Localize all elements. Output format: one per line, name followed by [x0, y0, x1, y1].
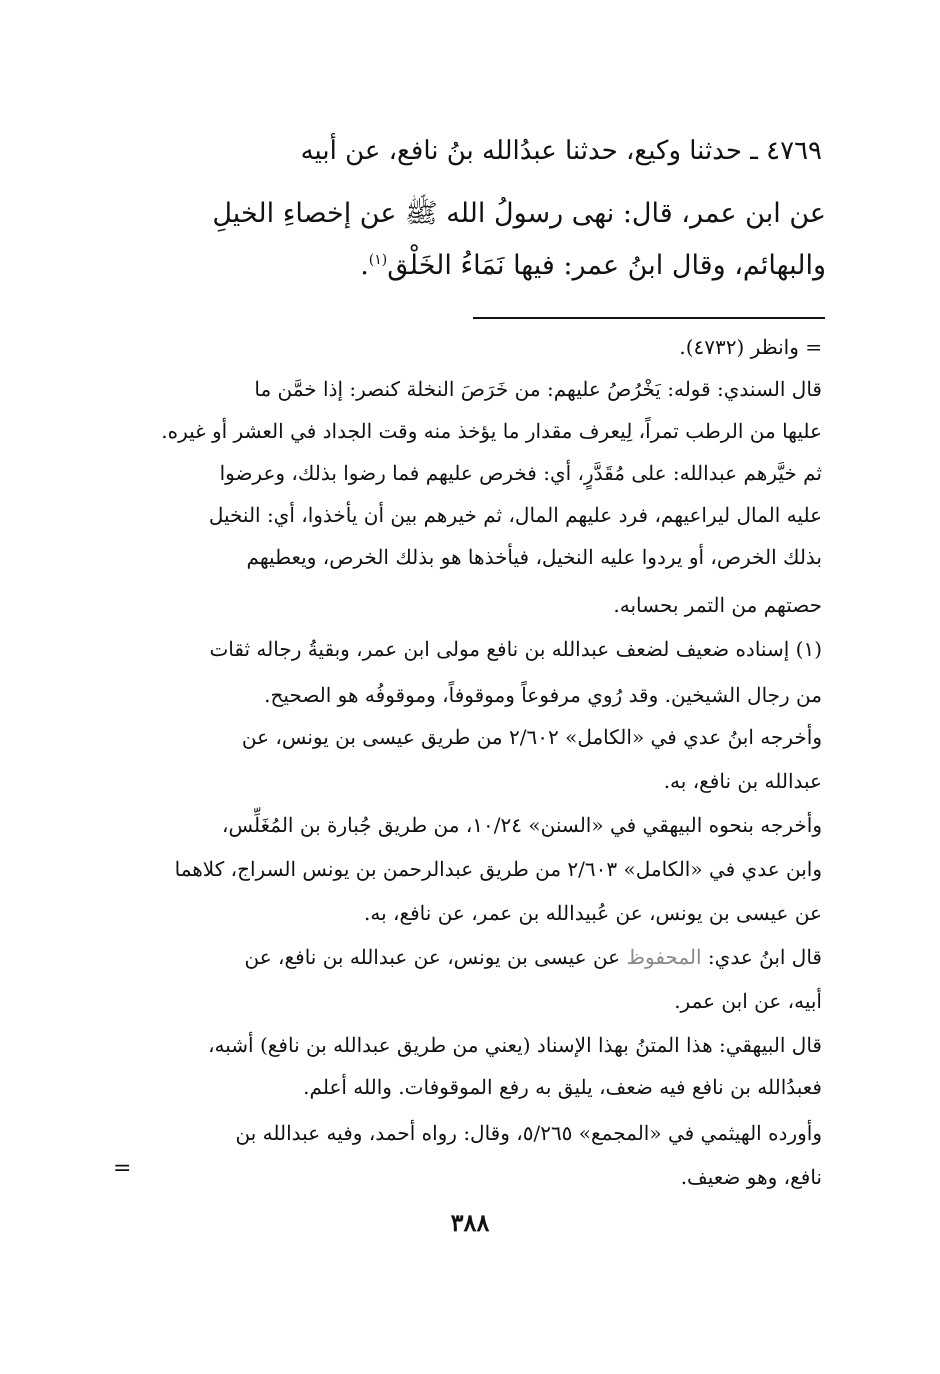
footnote-line-4: ثم خيَّرهم عبدالله: على مُقَدَّرٍ، أي: فخرص عليهم فما رضوا بذلك، وعرضوا — [219, 461, 822, 485]
continuation-mark: = — [113, 1156, 132, 1181]
hadith-line-3 — [360, 250, 826, 281]
footnote-line-8: (١) إسناده ضعيف لضعف عبدالله بن نافع مولى ابن عمر، وبقيةُ رجاله ثقات — [209, 637, 822, 661]
footnote-line-14: عن عيسى بن يونس، عن عُبيدالله بن عمر، عن نافع، به. — [364, 901, 822, 925]
footnote-line-2: قال السندي: قوله: يَخْرُصُ عليهم: من خَرَصَ النخلة كنصر: إذا خمَّن ما — [254, 377, 822, 401]
footnote-line-16: أبيه، عن ابن عمر. — [674, 989, 822, 1013]
footnote-line-6: بذلك الخرص، أو يردوا عليه النخيل، فيأخذها هو بذلك الخرص، ويعطيهم — [246, 545, 822, 569]
footnote-line-18: فعبدُالله بن نافع فيه ضعف، يليق به رفع الموقوفات. والله أعلم. — [303, 1075, 822, 1099]
hadith-line-3-end: . — [360, 250, 369, 281]
footnote-line-9: من رجال الشيخين. وقد رُوي مرفوعاً وموقوفاً، وموقوفُه هو الصحيح. — [264, 683, 822, 707]
footnote-line-13: وابن عدي في «الكامل» ٢/٦٠٣ من طريق عبدالرحمن بن يونس السراج، كلاهما — [174, 857, 822, 881]
footnote-line-10: وأخرجه ابنُ عدي في «الكامل» ٢/٦٠٢ من طريق عيسى بن يونس، عن — [241, 725, 822, 749]
footnote-ref-1: (١) — [368, 252, 388, 268]
hadith-line-1: ٤٧٦٩ ـ حدثنا وكيع، حدثنا عبدُالله بنُ نافع، عن أبيه — [300, 136, 822, 166]
footnote-line-12: وأخرجه بنحوه البيهقي في «السنن» ١٠/٢٤، من طريق جُبارة بن المُغَلِّس، — [222, 813, 822, 837]
footnote-line-3: عليها من الرطب تمراً، لِيعرف مقدار ما يؤخذ منه وقت الجداد في العشر أو غيره. — [161, 419, 822, 443]
page-number: ٣٨٨ — [450, 1208, 490, 1237]
footnote-line-20: نافع، وهو ضعيف. — [680, 1165, 822, 1189]
footnote-line-5: عليه المال ليراعيهم، فرد عليهم المال، ثم خيرهم بين أن يأخذوا، أي: النخيل — [208, 503, 822, 527]
footnote-line-11: عبدالله بن نافع، به. — [663, 769, 822, 793]
footnote-line-15 — [245, 945, 822, 969]
footnote-line-17: قال البيهقي: هذا المتنُ بهذا الإسناد (يعني من طريق عبدالله بن نافع) أشبه، — [208, 1033, 822, 1057]
footnote-line-1: = وانظر (٤٧٣٢). — [679, 335, 822, 359]
footnote-line-15-a: قال ابنُ عدي: — [707, 945, 822, 969]
footnote-line-7: حصتهم من التمر بحسابه. — [613, 593, 822, 617]
footnote-line-19: وأورده الهيثمي في «المجمع» ٥/٢٦٥، وقال: رواه أحمد، وفيه عبدالله بن — [235, 1121, 822, 1145]
hadith-line-3-text: والبهائم، وقال ابنُ عمر: فيها نَمَاءُ الخَلْق — [387, 250, 826, 281]
hadith-line-2: عن ابن عمر، قال: نهى رسولُ الله ﷺ عن إخصاءِ الخيلِ — [212, 198, 826, 229]
footnote-separator — [473, 317, 825, 319]
footnote-line-15-c: عن عيسى بن يونس، عن عبدالله بن نافع، عن — [244, 945, 621, 969]
footnote-line-15-faded: المحفوظ — [626, 945, 702, 969]
